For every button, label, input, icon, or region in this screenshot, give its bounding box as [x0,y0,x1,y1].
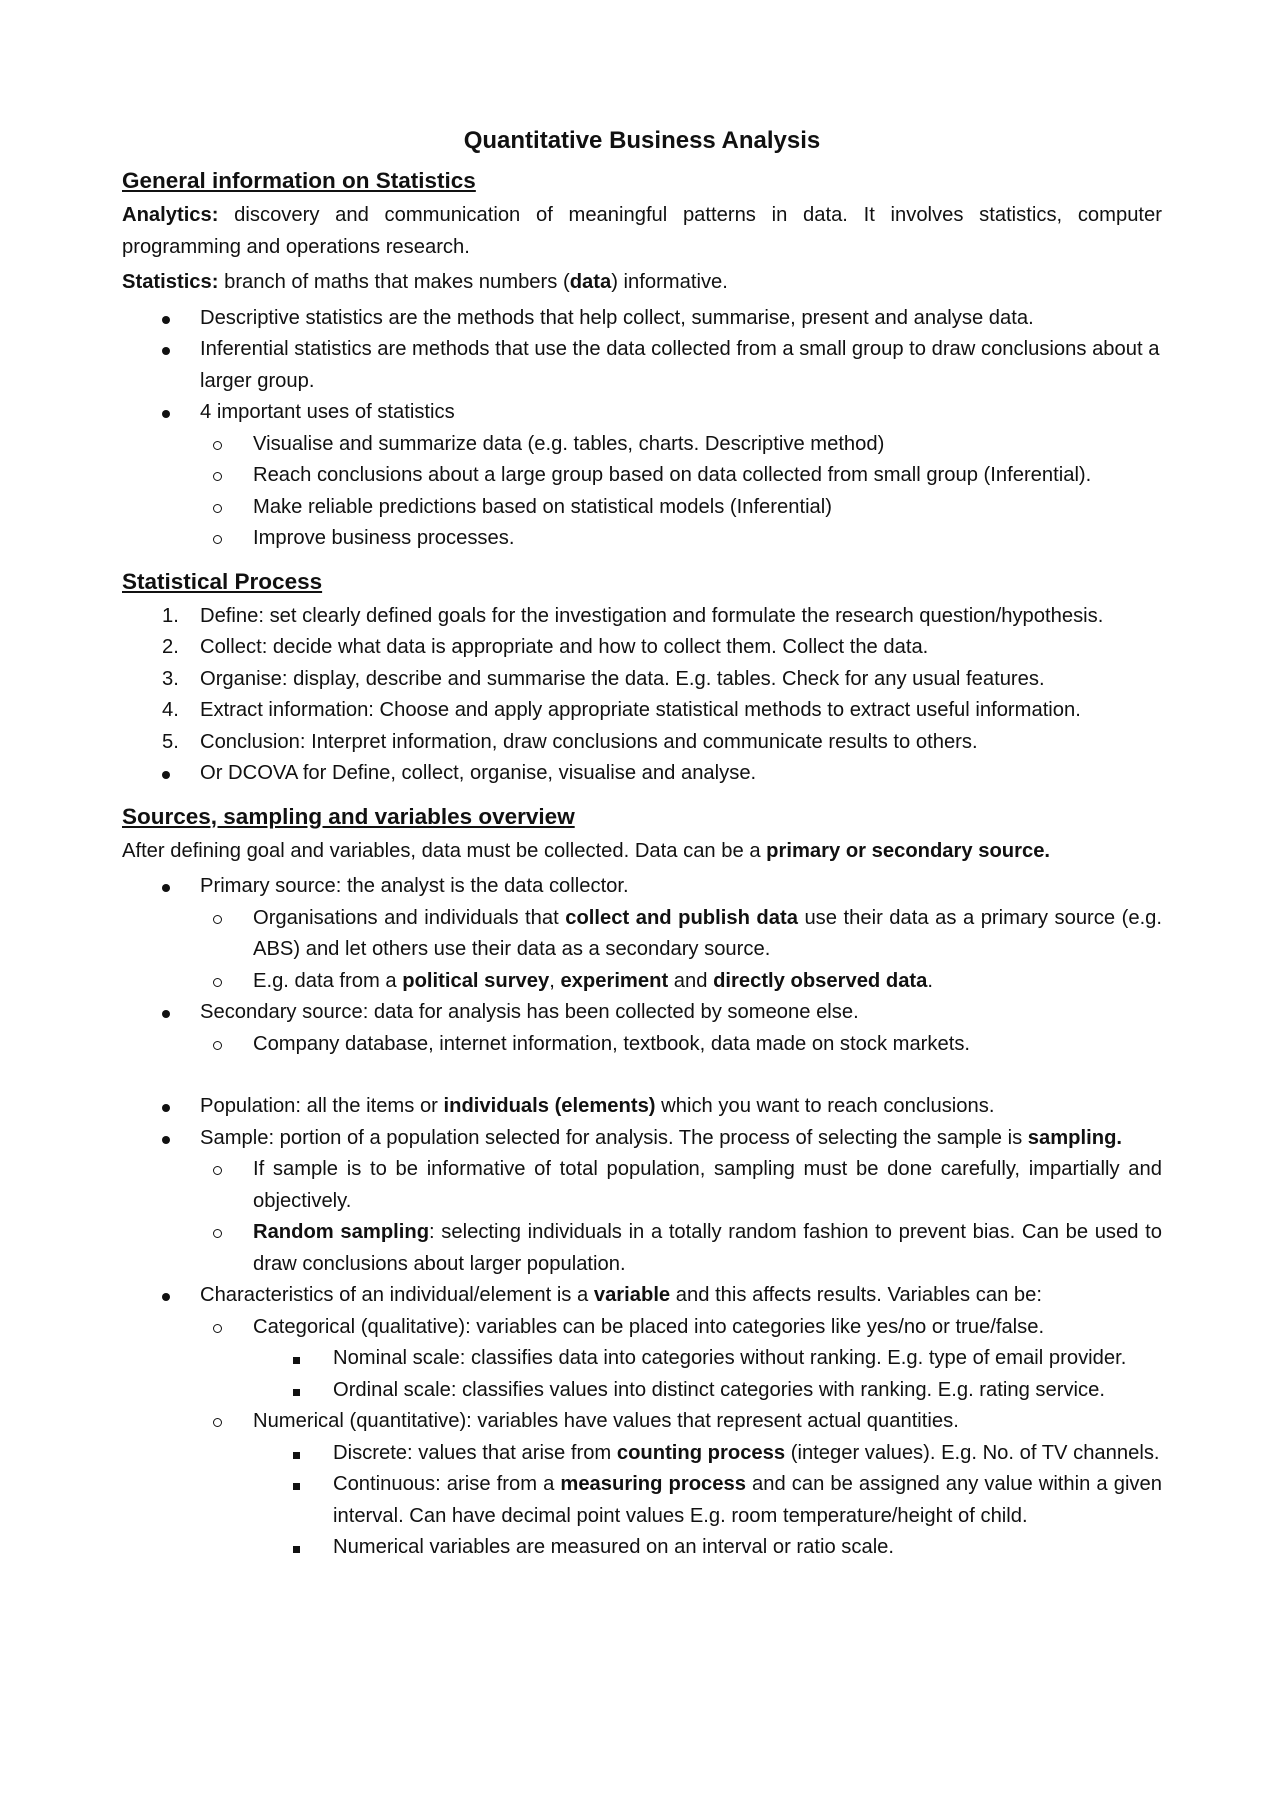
list-item-text: Population: all the items or [200,1095,444,1117]
bullet-circle-icon [213,535,222,544]
list-item-text: Primary source: the analyst is the data collector. [200,875,629,897]
list-item-text: Sample: portion of a population selected for analysis. The process of selecting the sample is [200,1126,1028,1149]
list-item-text: . [927,969,933,992]
process-step-list [122,601,1162,790]
bullet-dot-icon [162,347,170,355]
bullet-square-icon [293,1546,300,1553]
sources-intro-bold: primary or secondary source. [766,839,1051,862]
bullet-circle-icon [213,915,222,924]
list-item [122,397,1162,429]
list-item-text: Visualise and summarize data (e.g. tables, charts. Descriptive method) [253,432,885,455]
list-item-text: Secondary source: data for analysis has been collected by someone else. [200,1001,859,1023]
bullet-circle-icon [213,472,222,481]
list-item [122,997,1162,1029]
list-item-text: Characteristics of an individual/element is a [200,1284,594,1306]
bullet-square-icon [293,1389,300,1396]
bullet-circle-icon [213,504,222,513]
list-item [122,1029,1162,1061]
list-item-text: Or DCOVA for Define, collect, organise, visualise and analyse. [200,762,757,784]
spacer [122,1060,1162,1091]
list-item [122,727,1162,759]
section-heading-sources-sampling: Sources, sampling and variables overview [122,803,575,829]
list-item-text: Numerical variables are measured on an interval or ratio scale. [333,1536,895,1558]
list-item-text: Make reliable predictions based on statistical models (Inferential) [253,495,832,518]
list-item [122,1343,1162,1375]
list-item [122,695,1162,727]
sources-intro-text: After defining goal and variables, data must be collected. Data can be a [122,839,767,862]
bullet-dot-icon [162,410,170,418]
list-item [122,1532,1162,1564]
list-item [122,903,1162,966]
list-item-text: If sample is to be informative of total population, sampling must be done carefully, impartially and objectively. [253,1158,1162,1212]
list-item [122,1217,1162,1280]
list-item-bold: measuring process [560,1473,746,1495]
list-item-text: which you want to reach conclusions. [655,1095,995,1117]
list-item [122,1123,1162,1155]
section-heading-general-information: General information on Statistics [122,168,476,193]
list-item [122,460,1162,492]
bullet-square-icon [293,1452,300,1459]
list-item-text: and can be assigned any value within a given interval. Can have decimal point values E.g. room temperature/height of child. [333,1473,1162,1527]
list-item [122,303,1162,335]
list-item-text: Discrete: values that arise from [333,1441,617,1464]
bullet-circle-icon [213,1229,222,1238]
section-general-information [122,166,1162,555]
step-number: 3. [162,667,179,690]
list-item-text: Inferential statistics are methods that use the data collected from a small group to draw conclusions about a larger group. [200,338,1160,392]
list-item-text: E.g. data from a [253,969,403,992]
bullet-dot-icon [162,1010,170,1018]
list-item-bold: individuals (elements) [443,1095,656,1117]
bullet-square-icon [293,1357,300,1364]
analytics-label: Analytics: [122,204,219,226]
sources-intro [122,836,1162,868]
bullet-circle-icon [213,978,222,987]
list-item-bold: variable [593,1284,671,1306]
sources-list [122,871,1162,1060]
list-item-text: and [668,969,714,992]
step-number: 2. [162,636,179,658]
list-item-bold: collect and publish data [565,906,798,929]
analytics-text: discovery and communication of meaningful patterns in data. It involves statistics, computer programming and operations research. [122,204,1162,258]
list-item-text: Categorical (qualitative): variables can be placed into categories like yes/no or true/false. [253,1315,1045,1338]
statistics-definition [122,267,1162,299]
list-item-bold: experiment [560,969,669,992]
list-item [122,429,1162,461]
list-item [122,1469,1162,1532]
bullet-dot-icon [162,1104,170,1112]
bullet-circle-icon [213,441,222,450]
list-item-text: use their data as a primary source (e.g. ABS) and let others use their data as a secondary source. [253,906,1163,960]
analytics-definition [122,200,1162,263]
step-number: 4. [162,699,179,721]
list-item [122,1406,1162,1438]
bullet-dot-icon [162,316,170,324]
statistics-text-end: ) informative. [611,271,728,293]
step-number: 1. [162,604,179,627]
list-item-text: : selecting individuals in a totally random fashion to prevent bias. Can be used to draw conclusions about larger population. [253,1221,1162,1275]
section-heading-statistical-process: Statistical Process [122,568,323,594]
list-item [122,871,1162,903]
list-item-text: Define: set clearly defined goals for the investigation and formulate the research question/hypothesis. [200,604,1104,627]
list-item [122,523,1162,555]
bullet-circle-icon [213,1166,222,1175]
statistics-text: branch of maths that makes numbers ( [218,271,570,293]
sampling-list [122,1091,1162,1564]
list-item-text: Nominal scale: classifies data into categories without ranking. E.g. type of email provider. [333,1347,1127,1369]
list-item-text: 4 important uses of statistics [200,401,455,423]
list-item [122,664,1162,696]
bullet-dot-icon [162,884,170,892]
bullet-dot-icon [162,1293,170,1301]
list-item-text: Organisations and individuals that [253,906,566,929]
list-item-text: Continuous: arise from a [333,1473,561,1495]
list-item-text: Extract information: Choose and apply appropriate statistical methods to extract useful information. [200,699,1081,721]
list-item-bold: directly observed data [713,969,928,992]
list-item-bold: Random sampling [253,1221,430,1243]
list-item [122,1375,1162,1407]
bullet-circle-icon [213,1041,222,1050]
bullet-dot-icon [162,771,170,779]
list-item-bold: political survey [402,969,550,992]
list-item-text: Improve business processes. [253,527,515,549]
list-item-text: Company database, internet information, textbook, data made on stock markets. [253,1032,971,1055]
bullet-circle-icon [213,1324,222,1333]
list-item [122,601,1162,633]
list-item-text: Numerical (quantitative): variables have values that represent actual quantities. [253,1410,959,1432]
list-item [122,1280,1162,1312]
statistics-bullet-list [122,303,1162,555]
list-item [122,334,1162,397]
list-item [122,632,1162,664]
list-item-text: , [549,969,561,992]
list-item [122,492,1162,524]
list-item [122,758,1162,790]
step-number: 5. [162,730,179,753]
bullet-dot-icon [162,1136,170,1144]
list-item [122,1154,1162,1217]
list-item [122,1312,1162,1344]
list-item-text: and this affects results. Variables can be: [670,1284,1042,1306]
list-item-bold: sampling. [1027,1126,1123,1149]
list-item-text: Descriptive statistics are the methods that help collect, summarise, present and analyse data. [200,306,1034,329]
list-item [122,1091,1162,1123]
section-statistical-process [122,567,1162,790]
bullet-square-icon [293,1483,300,1490]
list-item-text: Collect: decide what data is appropriate and how to collect them. Collect the data. [200,636,929,658]
list-item [122,1438,1162,1470]
list-item-bold: counting process [616,1441,786,1464]
statistics-bold-data: data [569,271,612,293]
document-page [122,126,1162,1576]
list-item [122,966,1162,998]
list-item-text: Ordinal scale: classifies values into distinct categories with ranking. E.g. rating service. [333,1378,1105,1401]
bullet-circle-icon [213,1418,222,1427]
section-sources-sampling [122,802,1162,1564]
list-item-text: Reach conclusions about a large group based on data collected from small group (Inferential). [253,464,1092,486]
list-item-text: (integer values). E.g. No. of TV channels. [785,1441,1160,1464]
list-item-text: Organise: display, describe and summarise the data. E.g. tables. Check for any usual features. [200,667,1045,690]
statistics-label: Statistics: [122,271,219,293]
document-title: Quantitative Business Analysis [463,127,821,154]
list-item-text: Conclusion: Interpret information, draw conclusions and communicate results to others. [200,730,978,753]
